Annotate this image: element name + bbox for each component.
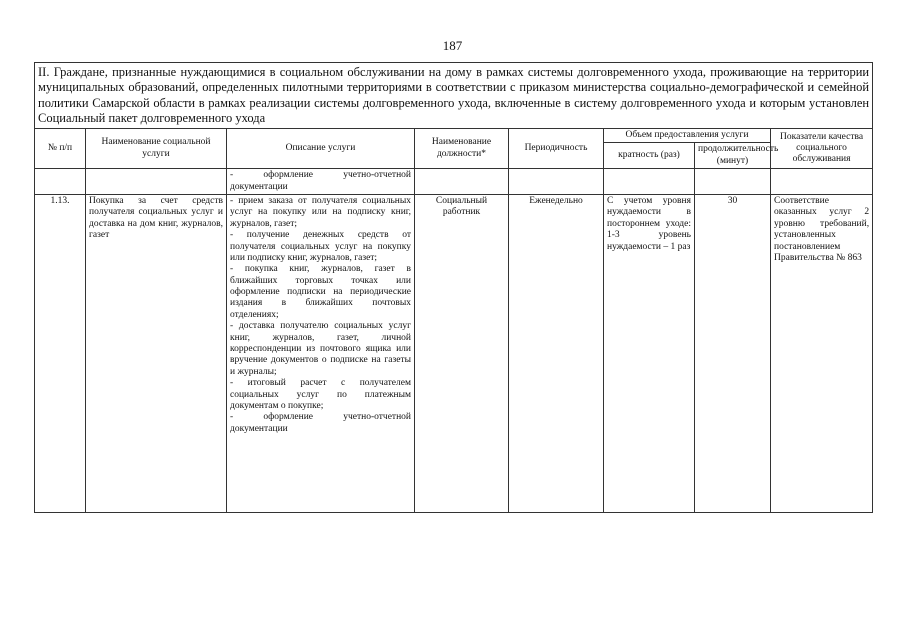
table-row xyxy=(35,194,873,512)
continuation-quality xyxy=(771,169,873,195)
header-periodicity: Периодичность xyxy=(509,129,604,169)
row-periodicity: Еженедельно xyxy=(509,194,604,512)
row-quality: Соответствие оказанных услуг 2 уровню требований, установленных постановлением Правительства № 863 xyxy=(771,194,873,512)
continuation-periodicity xyxy=(509,169,604,195)
header-duration: продолжительность (минут) xyxy=(695,143,771,169)
description-item: - итоговый расчет с получателем социальных услуг по платежным документам о покупке; xyxy=(230,378,411,411)
header-service-name: Наименование социальной услуги xyxy=(86,129,227,169)
row-description xyxy=(227,194,415,512)
header-num: № п/п xyxy=(35,129,86,169)
section-title-row xyxy=(35,63,873,129)
row-frequency: С учетом уровня нуждаемости в постороннем уходе: 1-3 уровень нуждаемости – 1 раз xyxy=(604,194,695,512)
row-num: 1.13. xyxy=(35,194,86,512)
section-title: II. Граждане, признанные нуждающимися в социальном обслуживании на дому в рамках системы долговременного ухода, проживающие на территории муниципальных образований, определенных пилотными территориями в соответствии с приказом министерства социально-демографической и семейной политики Самарской области в рамках реализации системы долговременного ухода, включенные в систему долговременного ухода и которым установлен Социальный пакет долговременного ухода xyxy=(35,63,873,129)
description-item: - прием заказа от получателя социальных услуг на покупку или на подписку книг, журналов, газет; xyxy=(230,195,411,229)
header-position: Наименование должности* xyxy=(415,129,509,169)
description-item: - доставка получателю социальных услуг книг, журналов, газет, личной корреспонденции из почтового ящика или вручение документов о подписке на газеты и журналы; xyxy=(230,321,411,377)
header-quality: Показатели качества социального обслуживания xyxy=(771,129,873,169)
services-table xyxy=(34,62,873,513)
description-item: - оформление учетно-отчетной документации xyxy=(230,412,411,434)
continuation-duration xyxy=(695,169,771,195)
continuation-num xyxy=(35,169,86,195)
header-frequency: кратность (раз) xyxy=(604,143,695,169)
continuation-frequency xyxy=(604,169,695,195)
header-volume: Объем предоставления услуги xyxy=(604,129,771,143)
continuation-service xyxy=(86,169,227,195)
description-item: - покупка книг, журналов, газет в ближайших торговых точках или оформление подписки на периодические издания в ближайших почтовых отделениях; xyxy=(230,264,411,320)
row-position: Социальный работник xyxy=(415,194,509,512)
row-service-name: Покупка за счет средств получателя социальных услуг и доставка на дом книг, журналов, газет xyxy=(86,194,227,512)
page-number: 187 xyxy=(442,38,463,53)
row-duration: 30 xyxy=(695,194,771,512)
continuation-description: - оформление учетно-отчетной документации xyxy=(227,169,415,195)
continuation-row xyxy=(35,169,873,195)
description-item: - получение денежных средств от получателя социальных услуг на покупку или подписку книг, журналов, газет; xyxy=(230,230,411,263)
header-row xyxy=(35,129,873,143)
header-description: Описание услуги xyxy=(227,129,415,169)
continuation-position xyxy=(415,169,509,195)
